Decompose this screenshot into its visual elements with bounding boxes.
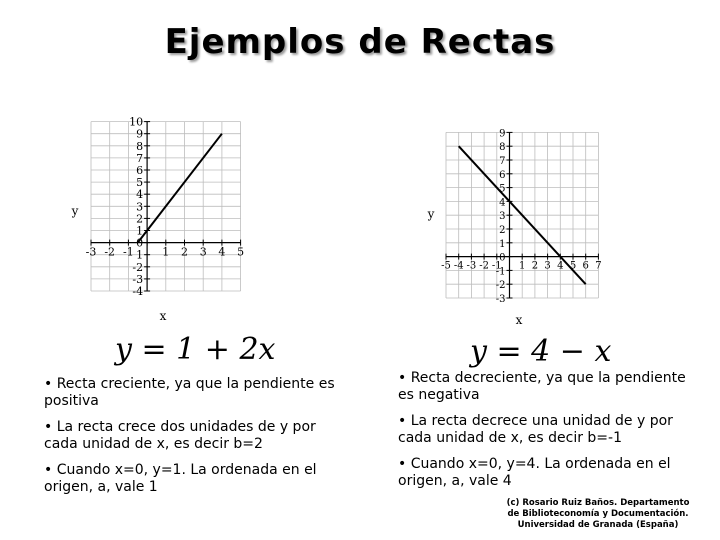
- credit-line-1: (c) Rosario Ruiz Baños. Departamento: [506, 498, 690, 508]
- y-tick-label: -1: [495, 266, 506, 278]
- y-tick-label: -4: [132, 285, 144, 298]
- y-tick-label: 0: [499, 252, 506, 264]
- y-tick-label: 0: [136, 236, 144, 250]
- y-tick-label: 4: [499, 197, 506, 209]
- y-tick-label: 10: [129, 115, 144, 129]
- x-tick-label: -5: [441, 260, 451, 272]
- bullet-right-1: • Recta decreciente, ya que la pendiente es negativa: [398, 370, 686, 403]
- y-tick-label: 6: [499, 169, 506, 181]
- bullet-left-1: • Recta creciente, ya que la pendiente es positiva: [44, 376, 335, 409]
- x-tick-label: 1: [162, 245, 170, 259]
- x-tick-label: 4: [218, 245, 226, 259]
- bullet-left-3: • Cuando x=0, y=1. La ordenada en el origen, a, vale 1: [44, 462, 317, 495]
- x-tick-label: 3: [199, 245, 207, 259]
- y-tick-label: 1: [136, 248, 144, 262]
- y-tick-label: 3: [136, 200, 144, 214]
- x-tick-label: -1: [123, 245, 134, 259]
- slide-title: Ejemplos de Rectas: [164, 22, 556, 62]
- y-tick-label: 9: [499, 128, 506, 140]
- y-tick-label: 5: [499, 183, 506, 195]
- credit-line-3: Universidad de Granada (España): [517, 520, 679, 530]
- x-tick-label: -2: [104, 245, 116, 259]
- y-tick-label: 1: [136, 224, 144, 238]
- x-tick-label: -3: [466, 260, 477, 272]
- x-tick-label: -3: [85, 245, 97, 259]
- equation-right: y = 4 − x: [470, 334, 612, 369]
- y-tick-label: -3: [132, 272, 144, 286]
- y-tick-label: 5: [136, 176, 144, 190]
- series-line: [138, 134, 222, 243]
- y-tick-label: 1: [499, 238, 506, 250]
- equation-left: y = 1 + 2x: [115, 332, 276, 367]
- x-tick-label: 6: [582, 260, 589, 272]
- y-axis-label: y: [71, 204, 79, 218]
- x-tick-label: -1: [491, 260, 502, 272]
- y-tick-label: 9: [136, 127, 144, 141]
- x-tick-label: -2: [479, 260, 489, 272]
- chart-right: [415, 120, 615, 330]
- y-axis-label: y: [427, 207, 435, 221]
- x-tick-label: 2: [531, 260, 539, 272]
- x-tick-label: 2: [181, 245, 188, 259]
- bullets-right: [398, 370, 698, 499]
- y-tick-label: 7: [499, 156, 506, 167]
- x-tick-label: 4: [557, 260, 564, 272]
- y-tick-label: 6: [136, 164, 144, 177]
- x-tick-label: 3: [544, 260, 551, 272]
- y-tick-label: -3: [495, 294, 506, 305]
- y-tick-label: 8: [136, 139, 144, 153]
- y-tick-label: 7: [136, 151, 144, 165]
- y-tick-label: 3: [499, 211, 506, 223]
- x-tick-label: 5: [237, 245, 245, 259]
- x-tick-label: 5: [569, 260, 577, 272]
- chart-left: [60, 115, 270, 325]
- x-axis-label: x: [515, 313, 523, 327]
- bullets-left: [44, 376, 344, 505]
- y-tick-label: 4: [136, 188, 144, 202]
- y-tick-label: -2: [132, 260, 144, 274]
- y-tick-label: -2: [495, 280, 506, 292]
- bullet-right-3: • Cuando x=0, y=4. La ordenada en el origen, a, vale 4: [398, 456, 671, 489]
- y-tick-label: 2: [136, 212, 144, 226]
- x-axis-label: x: [159, 309, 167, 323]
- bullet-right-2: • La recta decrece una unidad de y por cada unidad de x, es decir b=-1: [398, 413, 673, 446]
- bullet-left-2: • La recta crece dos unidades de y por cada unidad de x, es decir b=2: [44, 419, 316, 452]
- x-tick-label: -4: [453, 260, 464, 272]
- x-tick-label: 1: [519, 260, 526, 272]
- credit-note: [498, 498, 698, 531]
- credit-line-2: de Biblioteconomía y Documentación.: [507, 509, 689, 519]
- y-tick-label: 2: [499, 225, 506, 236]
- y-tick-label: 8: [499, 142, 506, 154]
- x-tick-label: 7: [595, 260, 602, 272]
